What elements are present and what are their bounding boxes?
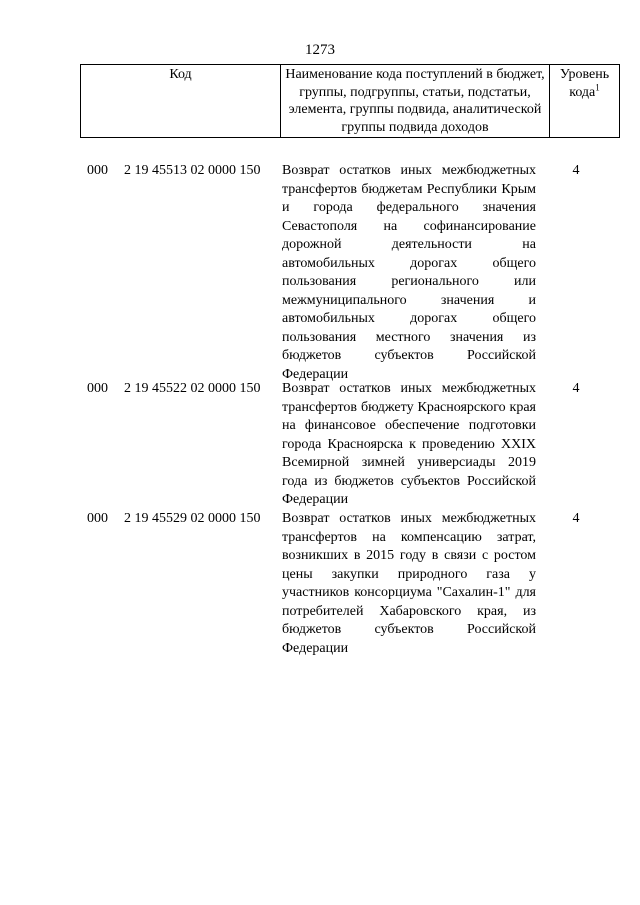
- admin-code: 000: [87, 381, 108, 396]
- page-number: 1273: [305, 42, 335, 58]
- header-code: [81, 65, 281, 138]
- table-header: [80, 64, 620, 138]
- header-name-label: Наименование кода поступлений в бюджет, группы, подгруппы, статьи, подстатьи, элемента, группы подвида, аналитической группы подвида доходов: [285, 67, 545, 135]
- income-name: Возврат остатков иных межбюджетных трансфертов бюджету Красноярского края на финансовое обеспечение подготовки города Красноярска к проведению XXIX Всемирной зимней универсиады 2019 года из бюджетов субъектов Российской Федерации: [282, 381, 536, 507]
- header-code-label: Код: [169, 67, 192, 82]
- header-level-footnote: 1: [595, 81, 600, 92]
- income-code: 2 19 45529 02 0000 150: [124, 511, 261, 526]
- admin-code: 000: [87, 163, 108, 178]
- income-name: Возврат остатков иных межбюджетных трансфертов бюджетам Республики Крым и города федерального значения Севастополя на софинансирование дорожной деятельности на автомобильных дорогах общего пользования регионального или межмуниципального значения и автомобильных дорогах общего пользования местного значения из бюджетов субъектов Российской Федерации: [282, 163, 536, 382]
- header-level-label: Уровень кода: [559, 67, 610, 100]
- income-name: Возврат остатков иных межбюджетных трансфертов на компенсацию затрат, возникших в 2015 году в связи с ростом цены закупки природного газа у участников консорциума "Сахалин-1" для потребителей Хабаровского края, из бюджетов субъектов Российской Федерации: [282, 511, 536, 656]
- header-level: [550, 65, 620, 138]
- header-name: [281, 65, 550, 138]
- income-code: 2 19 45513 02 0000 150: [124, 163, 261, 178]
- code-level: 4: [572, 163, 580, 178]
- admin-code: 000: [87, 511, 108, 526]
- code-level: 4: [572, 381, 580, 396]
- income-code: 2 19 45522 02 0000 150: [124, 381, 261, 396]
- code-level: 4: [572, 511, 580, 526]
